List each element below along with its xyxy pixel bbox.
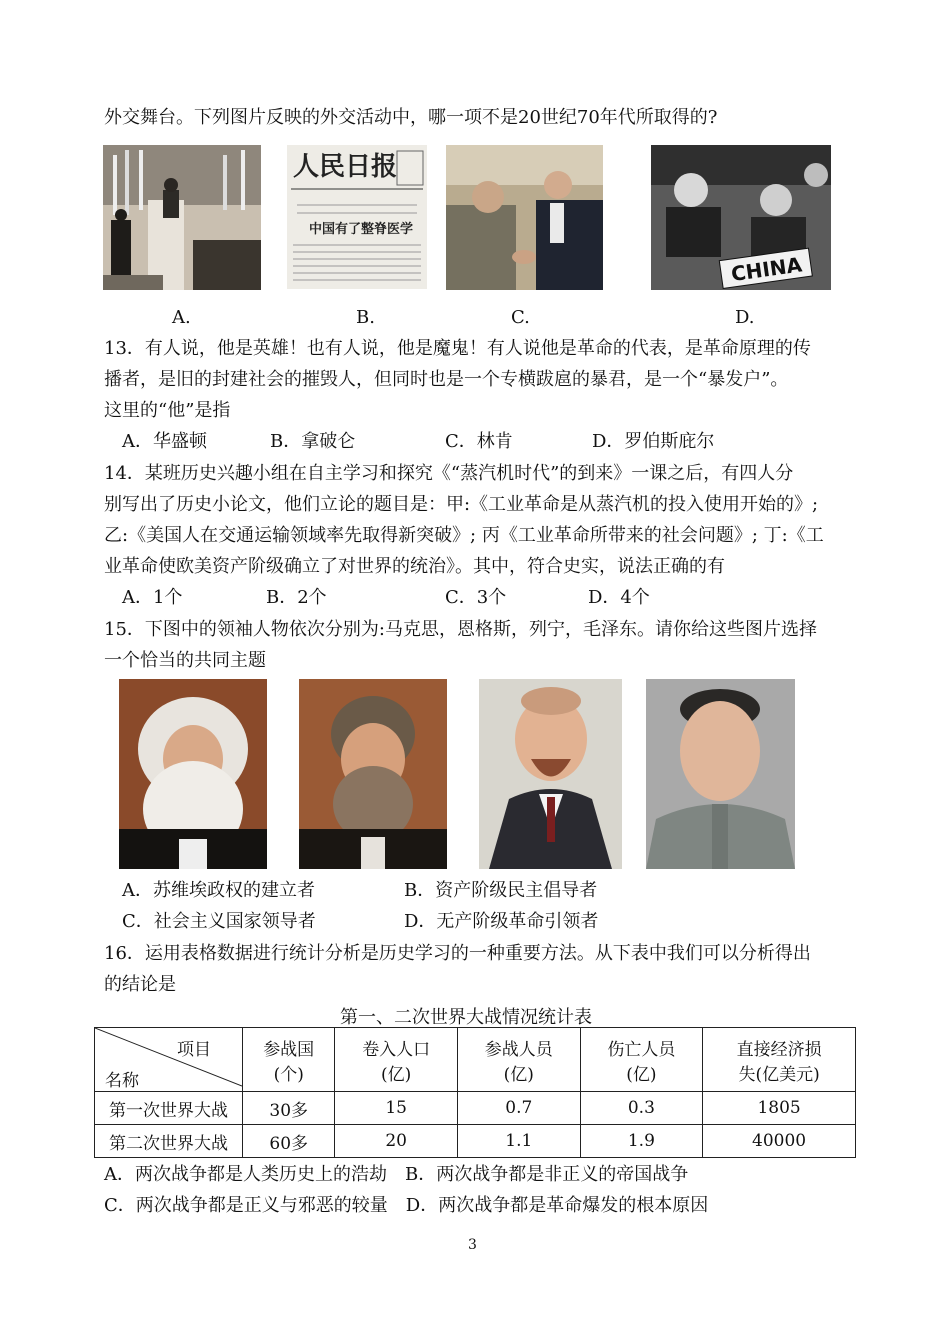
table-cell: 1.9: [580, 1125, 703, 1158]
col-header-1: 参战国 (个): [243, 1028, 335, 1092]
q15-line2: 一个恰当的共同主题: [104, 650, 266, 671]
newspaper-headline: 中国有了整脊医学: [309, 222, 414, 237]
photo-label-c: C.: [511, 307, 530, 328]
table-cell: 1805: [703, 1092, 856, 1125]
photo-a-speech: [103, 145, 261, 290]
war-statistics-table: [94, 1027, 856, 1158]
table-cell: 0.7: [457, 1092, 580, 1125]
q16-options-line2: C．两次战争都是正义与邪恶的较量 D．两次战争都是革命爆发的根本原因: [104, 1195, 709, 1216]
col-header-3: 参战人员 (亿): [457, 1028, 580, 1092]
table-header-row: [95, 1028, 856, 1092]
portrait-mao: [646, 679, 795, 869]
q16-options-line1: A．两次战争都是人类历史上的浩劫 B．两次战争都是非正义的帝国战争: [104, 1164, 689, 1185]
q13-option-d: D．罗伯斯庇尔: [592, 431, 715, 452]
page-number: 3: [468, 1237, 477, 1253]
china-nameplate: CHINA: [729, 252, 804, 287]
portrait-engels: [299, 679, 447, 869]
q14-line1: 14．某班历史兴趣小组在自主学习和探究《“蒸汽机时代”的到来》一课之后，有四人分: [104, 463, 794, 484]
table-title: 第一、二次世界大战情况统计表: [340, 1007, 592, 1028]
q14-option-c: C．3个: [445, 587, 507, 608]
header-diagonal-cell: [95, 1028, 243, 1092]
q13-line3: 这里的“他”是指: [104, 400, 231, 421]
q13-option-c: C．林肯: [445, 431, 513, 452]
col-header-2: 卷入人口 (亿): [335, 1028, 458, 1092]
q13-line2: 播者，是旧的封建社会的摧毁人，但同时也是一个专横跋扈的暴君，是一个“暴发户”。: [104, 369, 789, 390]
q16-line1: 16．运用表格数据进行统计分析是历史学习的一种重要方法。从下表中我们可以分析得出: [104, 943, 811, 964]
q15-option-d: D．无产阶级革命引领者: [404, 911, 599, 932]
q14-line4: 业革命使欧美资产阶级确立了对世界的统治》。其中，符合史实，说法正确的有: [104, 556, 725, 577]
header-item: 项目: [177, 1040, 211, 1060]
q13-line1: 13．有人说，他是英雄！也有人说，他是魔鬼！有人说他是革命的代表，是革命原理的传: [104, 338, 811, 359]
table-cell: 1.1: [457, 1125, 580, 1158]
table-cell: 0.3: [580, 1092, 703, 1125]
q14-line3: 乙:《美国人在交通运输领域率先取得新突破》; 丙《工业革命所带来的社会问题》; 丁:《工: [104, 525, 824, 546]
photo-label-b: B.: [356, 307, 375, 328]
table-cell: 20: [335, 1125, 458, 1158]
q14-line2: 别写出了历史小论文，他们立论的题目是：甲:《工业革命是从蒸汽机的投入使用开始的》;: [104, 494, 819, 515]
q13-option-b: B．拿破仑: [270, 431, 356, 452]
header-name: 名称: [105, 1071, 139, 1091]
q13-option-a: A．华盛顿: [122, 431, 207, 452]
q14-option-d: D．4个: [588, 587, 650, 608]
q15-option-b: B．资产阶级民主倡导者: [404, 880, 598, 901]
photo-c-handshake: [446, 145, 603, 290]
q15-option-a: A．苏维埃政权的建立者: [122, 880, 315, 901]
q14-option-b: B．2个: [266, 587, 327, 608]
photo-label-d: D.: [735, 307, 755, 328]
table-row: [95, 1092, 856, 1125]
q16-line2: 的结论是: [104, 974, 176, 995]
table-cell: 60多: [243, 1125, 335, 1158]
table-cell: 40000: [703, 1125, 856, 1158]
col-header-5: 直接经济损 失(亿美元): [703, 1028, 856, 1092]
newspaper-masthead: 人民日报: [293, 152, 398, 182]
table-cell: 15: [335, 1092, 458, 1125]
q15-option-c: C．社会主义国家领导者: [122, 911, 316, 932]
row-name: 第二次世界大战: [95, 1125, 243, 1158]
photo-b-newspaper: [287, 145, 427, 289]
row-name: 第一次世界大战: [95, 1092, 243, 1125]
col-header-4: 伤亡人员 (亿): [580, 1028, 703, 1092]
portrait-lenin: [479, 679, 622, 869]
table-cell: 30多: [243, 1092, 335, 1125]
photo-label-a: A.: [172, 307, 191, 328]
q14-option-a: A．1个: [122, 587, 183, 608]
photo-d-un-seat: [651, 145, 831, 290]
portrait-marx: [119, 679, 267, 869]
q12-stem: 外交舞台。下列图片反映的外交活动中，哪一项不是20世纪70年代所取得的?: [104, 107, 718, 128]
table-row: [95, 1125, 856, 1158]
q15-line1: 15．下图中的领袖人物依次分别为:马克思，恩格斯，列宁，毛泽东。请你给这些图片选择: [104, 619, 817, 640]
